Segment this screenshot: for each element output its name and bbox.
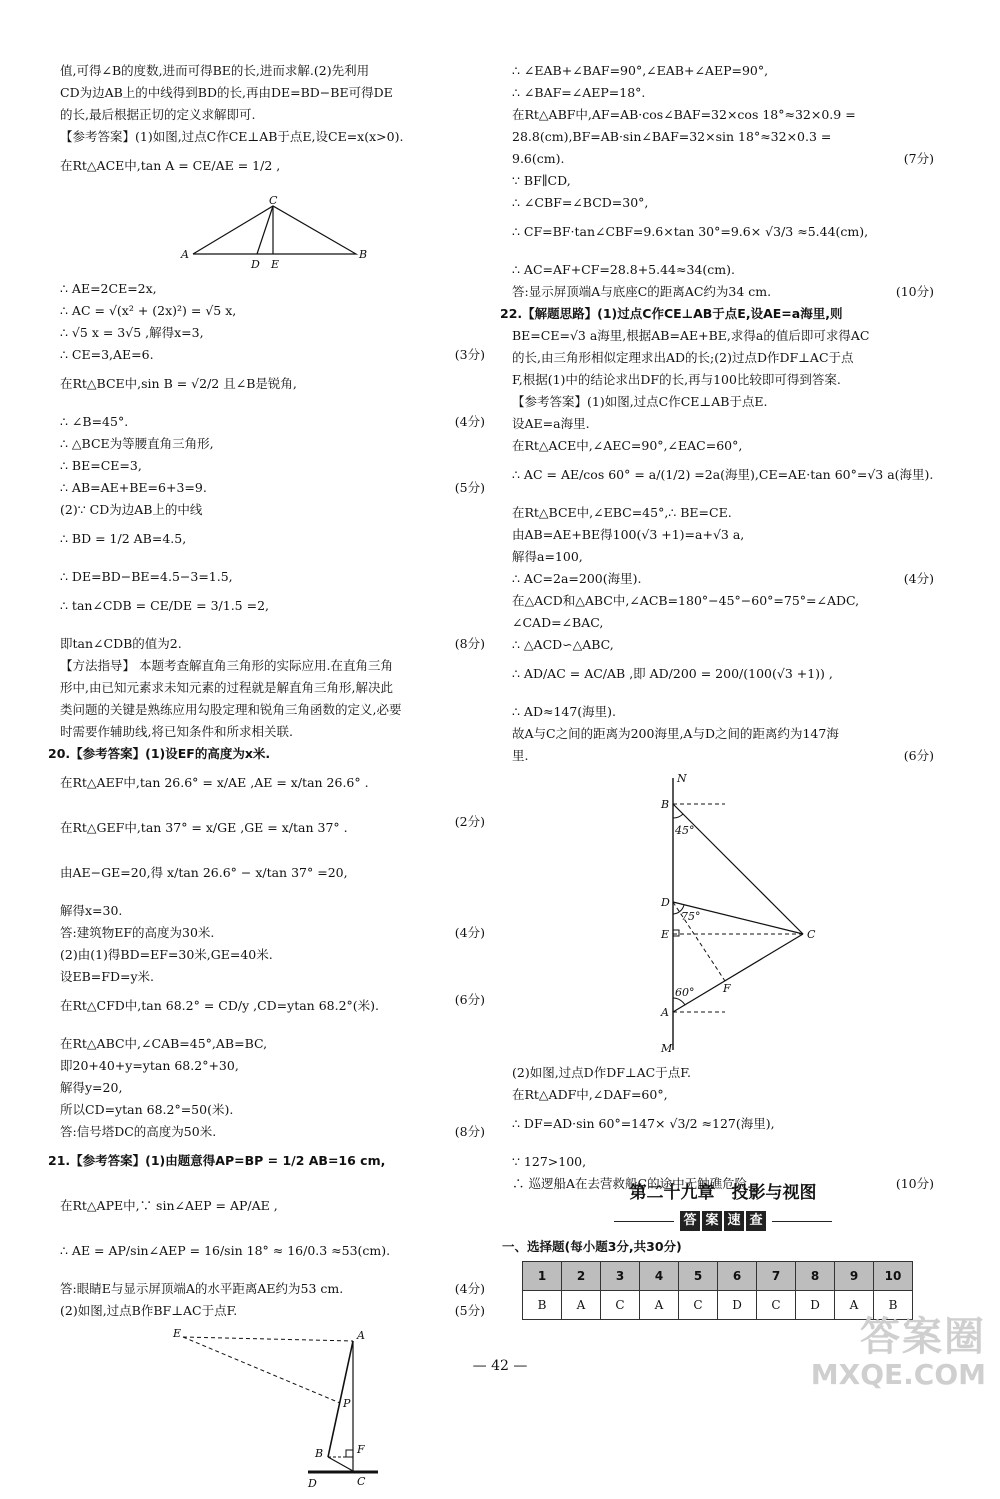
- right-line: [512, 1086, 934, 1103]
- label-d: D: [661, 896, 670, 909]
- score-mark: (5分): [454, 480, 485, 495]
- right-column: [500, 62, 934, 1197]
- score-mark: (2分): [454, 814, 485, 829]
- figure-screen: [163, 1325, 383, 1495]
- line-text: 的长,由三角形相似定理求出AD的长;(2)过点D作DF⊥AC于点: [512, 350, 854, 365]
- line-text: 所以CD=ytan 68.2°=50(米).: [60, 1102, 234, 1117]
- right-line: [512, 194, 934, 211]
- line-text: ∴ DF=AD·sin 60°=147× √3/2 ≈127(海里),: [512, 1116, 775, 1131]
- line-text: 答:眼睛E与显示屏顶端A的水平距离AE约为53 cm.: [60, 1281, 344, 1296]
- question-number-cell: 4: [640, 1262, 679, 1291]
- line-text: 在Rt△AEF中,tan 26.6° = x/AE ,AE = x/tan 26.6° .: [60, 775, 369, 790]
- line-text: BE=CE=√3 a海里,根据AB=AE+BE,求得a的值后即可求得AC: [512, 328, 870, 343]
- line-text: ∴ AC=2a=200(海里).: [512, 571, 642, 586]
- left-line: [60, 346, 485, 363]
- line-text: (2)∵ CD为边AB上的中线: [60, 502, 203, 517]
- score-mark: (4分): [454, 414, 485, 429]
- line-text: ∴ CE=3,AE=6.: [60, 347, 154, 362]
- right-line: [512, 150, 934, 167]
- question-number-cell: 6: [718, 1262, 757, 1291]
- right-line: [512, 327, 934, 344]
- right-line: [512, 261, 934, 278]
- label-a: A: [180, 248, 189, 261]
- label-d: D: [250, 258, 260, 271]
- line-text: ∴ AC = √(x² + (2x)²) = √5 x,: [60, 303, 237, 318]
- left-line: [60, 302, 485, 319]
- segment-cd: [257, 206, 273, 254]
- left-line: [60, 924, 485, 941]
- answer-cell: A: [835, 1291, 874, 1320]
- angle-45: 45°: [675, 824, 695, 837]
- left-line: [60, 701, 485, 718]
- line-text: 答:信号塔DC的高度为50米.: [60, 1124, 217, 1139]
- line-text: 在Rt△GEF中,tan 37° = x/GE ,GE = x/tan 37° .: [60, 820, 348, 835]
- arc-45: [673, 814, 683, 818]
- line-text: 解得y=20,: [60, 1080, 123, 1095]
- right-line: [512, 570, 934, 587]
- chapter-title: 第二十九章 投影与视图: [629, 1183, 817, 1203]
- right-line: [512, 725, 934, 742]
- label-f: F: [356, 1443, 365, 1456]
- line-text: 类问题的关键是熟练应用勾股定理和锐角三角函数的定义,必要: [60, 702, 402, 717]
- line-text: 里.: [512, 748, 529, 763]
- question-number-cell: 10: [874, 1262, 913, 1291]
- left-line: [60, 1235, 485, 1275]
- right-line: [512, 349, 934, 366]
- line-text: ∴ BD = 1/2 AB=4.5,: [60, 531, 187, 546]
- right-angle-f: [346, 1450, 353, 1457]
- line-text: 在Rt△BCE中,∠EBC=45°,∴ BE=CE.: [512, 505, 732, 520]
- line-text: 28.8(cm),BF=AB·sin∠BAF=32×sin 18°≈32×0.3 =: [512, 129, 832, 144]
- answer-cell: C: [601, 1291, 640, 1320]
- line-text: ∴ AC = AE/cos 60° = a/(1/2) =2a(海里),CE=AE·tan 60°=√3 a(海里).: [512, 467, 934, 482]
- line-text: (2)如图,过点B作BF⊥AC于点F.: [60, 1303, 238, 1318]
- label-a: A: [661, 1006, 669, 1019]
- line-text: 时需要作辅助线,将已知条件和所求相关联.: [60, 724, 293, 739]
- right-line: [512, 548, 934, 565]
- right-line: [512, 84, 934, 101]
- line-text: 在△ACD和△ABC中,∠ACB=180°−45°−60°=75°=∠ADC,: [512, 593, 860, 608]
- line-text: 解得x=30.: [60, 903, 123, 918]
- banner-rule-right: [772, 1221, 832, 1222]
- left-line: [48, 745, 485, 762]
- left-line: [60, 568, 485, 585]
- banner-char: 查: [746, 1211, 766, 1231]
- score-mark: (7分): [903, 151, 934, 166]
- banner-char: 答: [680, 1211, 700, 1231]
- dashed-ea: [183, 1337, 353, 1341]
- left-line: [60, 657, 485, 674]
- left-line: [60, 1035, 485, 1052]
- left-line: [60, 812, 485, 852]
- line-text: 的长,最后根据正切的定义求解即可.: [60, 107, 256, 122]
- line-text: F,根据(1)中的结论求出DF的长,再与100比较即可得到答案.: [512, 372, 841, 387]
- line-text: 设AE=a海里.: [512, 416, 590, 431]
- label-b: B: [358, 248, 367, 261]
- line-text: (2)如图,过点D作DF⊥AC于点F.: [512, 1065, 691, 1080]
- line-text: 20.【参考答案】(1)设EF的高度为x米.: [48, 746, 271, 761]
- left-column: [48, 62, 485, 1499]
- figure-ships: [613, 770, 833, 1060]
- left-line: [60, 1057, 485, 1074]
- right-line: [512, 415, 934, 432]
- left-line: [60, 324, 485, 341]
- left-line: [60, 968, 485, 985]
- left-line: [60, 1280, 485, 1297]
- left-line: [60, 1302, 485, 1319]
- chapter-block: [502, 1168, 934, 1320]
- score-mark: (4分): [454, 1281, 485, 1296]
- left-line: [60, 767, 485, 807]
- line-text: 在Rt△ACE中,tan A = CE/AE = 1/2 ,: [60, 158, 281, 173]
- watermark: [811, 1316, 986, 1391]
- right-line: [512, 1108, 934, 1148]
- right-angle-e: [673, 930, 679, 936]
- score-mark: (6分): [454, 992, 485, 1007]
- answer-cell: B: [523, 1291, 562, 1320]
- score-mark: (5分): [454, 1303, 485, 1318]
- right-line: [512, 393, 934, 410]
- label-e: E: [270, 258, 279, 271]
- line-text: ∵ 127>100,: [512, 1154, 587, 1169]
- line-text: ∴ ∠EAB+∠BAF=90°,∠EAB+∠AEP=90°,: [512, 63, 769, 78]
- line-text: ∴ AE = AP/sin∠AEP = 16/sin 18° ≈ 16/0.3 ≈53(cm).: [60, 1243, 391, 1258]
- banner-char: 案: [702, 1211, 722, 1231]
- score-mark: (8分): [454, 1124, 485, 1139]
- page-number: — 42 —: [472, 1358, 528, 1374]
- answer-cell: D: [796, 1291, 835, 1320]
- answer-header-row: [523, 1262, 913, 1291]
- line-text: 在Rt△ACE中,∠AEC=90°,∠EAC=60°,: [512, 438, 743, 453]
- left-line: [60, 1101, 485, 1118]
- label-a: A: [356, 1329, 365, 1342]
- answer-banner: [512, 1211, 934, 1231]
- banner-char: 速: [724, 1211, 744, 1231]
- line-text: 在Rt△CFD中,tan 68.2° = CD/y ,CD=ytan 68.2°(米).: [60, 998, 380, 1013]
- label-e: E: [172, 1327, 181, 1340]
- line-text: ∴ ∠CBF=∠BCD=30°,: [512, 195, 649, 210]
- question-number-cell: 8: [796, 1262, 835, 1291]
- line-text: 解得a=100,: [512, 549, 583, 564]
- line-text: ∴ △ACD∽△ABC,: [512, 637, 614, 652]
- banner-rule-left: [614, 1221, 674, 1222]
- line-text: 在Rt△BCE中,sin B = √2/2 且∠B是锐角,: [60, 376, 297, 391]
- line-text: ∴ CF=BF·tan∠CBF=9.6×tan 30°=9.6× √3/3 ≈5.44(cm),: [512, 224, 869, 239]
- line-text: 即20+40+y=ytan 68.2°+30,: [60, 1058, 239, 1073]
- right-line: [512, 504, 934, 521]
- left-line: [60, 902, 485, 919]
- left-line: [60, 501, 485, 518]
- label-c: C: [807, 928, 816, 941]
- line-text: ∴ AC=AF+CF=28.8+5.44≈34(cm).: [512, 262, 735, 277]
- right-line: [512, 1064, 934, 1081]
- question-number-cell: 9: [835, 1262, 874, 1291]
- left-line: [60, 280, 485, 297]
- line-text: 由AE−GE=20,得 x/tan 26.6° − x/tan 37° =20,: [60, 865, 348, 880]
- right-line: [512, 283, 934, 300]
- right-line: [512, 172, 934, 189]
- right-line: [512, 592, 934, 609]
- right-line: [512, 62, 934, 79]
- line-text: ∴ △BCE为等腰直角三角形,: [60, 436, 214, 451]
- left-line: [60, 990, 485, 1030]
- label-d: D: [307, 1477, 317, 1490]
- watermark-logo: 答案圈: [860, 1314, 986, 1360]
- line-text: ∴ AB=AE+BE=6+3=9.: [60, 480, 207, 495]
- right-line: [512, 526, 934, 543]
- answer-cell: A: [562, 1291, 601, 1320]
- line-text: 在Rt△ABC中,∠CAB=45°,AB=BC,: [60, 1036, 268, 1051]
- left-line: [60, 590, 485, 630]
- line-text: ∴ AD≈147(海里).: [512, 704, 617, 719]
- question-number-cell: 7: [757, 1262, 796, 1291]
- triangle-abc: [193, 206, 356, 254]
- right-line: [500, 305, 934, 322]
- right-line: [512, 614, 934, 631]
- right-line: [512, 658, 934, 698]
- label-p: P: [342, 1397, 350, 1410]
- answer-cell: A: [640, 1291, 679, 1320]
- arc-60: [673, 998, 685, 1005]
- left-line: [48, 1145, 485, 1185]
- answer-cell: D: [718, 1291, 757, 1320]
- left-line: [60, 128, 485, 145]
- left-line: [60, 457, 485, 474]
- line-text: ∴ √5 x = 3√5 ,解得x=3,: [60, 325, 204, 340]
- line-text: 在Rt△APE中,∵ sin∠AEP = AP/AE ,: [60, 1198, 278, 1213]
- right-line: [512, 747, 934, 764]
- label-b: B: [661, 798, 670, 811]
- right-line: [512, 371, 934, 388]
- score-mark: (10分): [895, 284, 934, 299]
- score-mark: (3分): [454, 347, 485, 362]
- angle-60: 60°: [675, 986, 695, 999]
- score-mark: (4分): [903, 571, 934, 586]
- label-n: N: [677, 772, 687, 785]
- left-line: [60, 723, 485, 740]
- left-line: [60, 368, 485, 408]
- label-c: C: [268, 196, 277, 207]
- figure-triangle-ace: [173, 196, 373, 276]
- right-line: [512, 459, 934, 499]
- answer-cell: B: [874, 1291, 913, 1320]
- left-line: [60, 679, 485, 696]
- answer-cell: C: [679, 1291, 718, 1320]
- left-line: [60, 1079, 485, 1096]
- left-line: [60, 857, 485, 897]
- banner-chars: [680, 1211, 766, 1231]
- answer-cell: C: [757, 1291, 796, 1320]
- left-line: [60, 523, 485, 563]
- right-line: [512, 437, 934, 454]
- segment-ac: [673, 934, 803, 1012]
- left-line: [60, 150, 485, 190]
- left-line: [60, 84, 485, 101]
- left-line: [60, 946, 485, 963]
- line-text: 设EB=FD=y米.: [60, 969, 154, 984]
- left-line: [60, 635, 485, 652]
- line-text: 9.6(cm).: [512, 151, 565, 166]
- line-text: 由AB=AE+BE得100(√3 +1)=a+√3 a,: [512, 527, 745, 542]
- question-number-cell: 2: [562, 1262, 601, 1291]
- question-number-cell: 5: [679, 1262, 718, 1291]
- line-text: ∴ ∠BAF=∠AEP=18°.: [512, 85, 646, 100]
- label-m: M: [661, 1042, 673, 1055]
- line-text: ∴ AD/AC = AC/AB ,即 AD/200 = 200/(100(√3 +1)) ,: [512, 666, 833, 681]
- label-f: F: [723, 982, 731, 995]
- line-text: ∴ ∠B=45°.: [60, 414, 129, 429]
- segment-bc: [328, 1457, 353, 1471]
- label-b: B: [314, 1447, 323, 1460]
- line-text: 在Rt△ABF中,AF=AB·cos∠BAF=32×cos 18°≈32×0.9 =: [512, 107, 856, 122]
- left-line: [60, 413, 485, 430]
- right-line: [512, 128, 934, 145]
- mc-heading: 一、选择题(每小题3分,共30分): [502, 1239, 682, 1254]
- line-text: ∵ BF∥CD,: [512, 173, 571, 188]
- left-line: [60, 1123, 485, 1140]
- line-text: ∴ 巡逻船A在去营救船C的途中无触礁危险.: [512, 1176, 752, 1191]
- line-text: 值,可得∠B的度数,进而可得BE的长,进而求解.(2)先利用: [60, 63, 370, 78]
- line-text: 22.【解题思路】(1)过点C作CE⊥AB于点E,设AE=a海里,则: [500, 306, 843, 321]
- line-text: CD为边AB上的中线得到BD的长,再由DE=BD−BE可得DE: [60, 85, 393, 100]
- line-text: ∴ DE=BD−BE=4.5−3=1.5,: [60, 569, 233, 584]
- watermark-url: MXQE.COM: [810, 1358, 986, 1391]
- label-c: C: [356, 1475, 365, 1488]
- score-mark: (4分): [454, 925, 485, 940]
- line-text: ∴ AE=2CE=2x,: [60, 281, 157, 296]
- label-e: E: [661, 928, 670, 941]
- line-text: ∠CAD=∠BAC,: [512, 615, 604, 630]
- line-text: 答:建筑物EF的高度为30米.: [60, 925, 215, 940]
- line-text: 【参考答案】(1)如图,过点C作CE⊥AB于点E.: [512, 394, 768, 409]
- line-text: 在Rt△ADF中,∠DAF=60°,: [512, 1087, 668, 1102]
- right-line: [512, 106, 934, 123]
- line-text: 形中,由已知元素求未知元素的过程就是解直角三角形,解决此: [60, 680, 393, 695]
- line-text: 【参考答案】(1)如图,过点C作CE⊥AB于点E,设CE=x(x>0).: [60, 129, 404, 144]
- right-line: [512, 703, 934, 720]
- score-mark: (6分): [903, 748, 934, 763]
- left-line: [60, 1190, 485, 1230]
- left-line: [60, 479, 485, 496]
- line-text: ∴ BE=CE=3,: [60, 458, 142, 473]
- line-text: 答:显示屏顶端A与底座C的距离AC约为34 cm.: [512, 284, 772, 299]
- answer-table: [522, 1261, 913, 1320]
- line-text: 【方法指导】 本题考查解直角三角形的实际应用.在直角三角: [60, 658, 393, 673]
- line-text: ∴ tan∠CDB = CE/DE = 3/1.5 =2,: [60, 598, 270, 613]
- line-text: (2)由(1)得BD=EF=30米,GE=40米.: [60, 947, 273, 962]
- left-line: [60, 62, 485, 79]
- score-mark: (8分): [454, 636, 485, 651]
- question-number-cell: 3: [601, 1262, 640, 1291]
- left-line: [60, 106, 485, 123]
- score-mark: (10分): [895, 1176, 934, 1191]
- line-text: 故A与C之间的距离为200海里,A与D之间的距离约为147海: [512, 726, 839, 741]
- line-text: 21.【参考答案】(1)由题意得AP=BP = 1/2 AB=16 cm,: [48, 1153, 386, 1168]
- line-text: 即tan∠CDB的值为2.: [60, 636, 182, 651]
- right-line: [512, 636, 934, 653]
- angle-75: 75°: [681, 910, 701, 923]
- question-number-cell: 1: [523, 1262, 562, 1291]
- right-line: [512, 216, 934, 256]
- left-line: [60, 435, 485, 452]
